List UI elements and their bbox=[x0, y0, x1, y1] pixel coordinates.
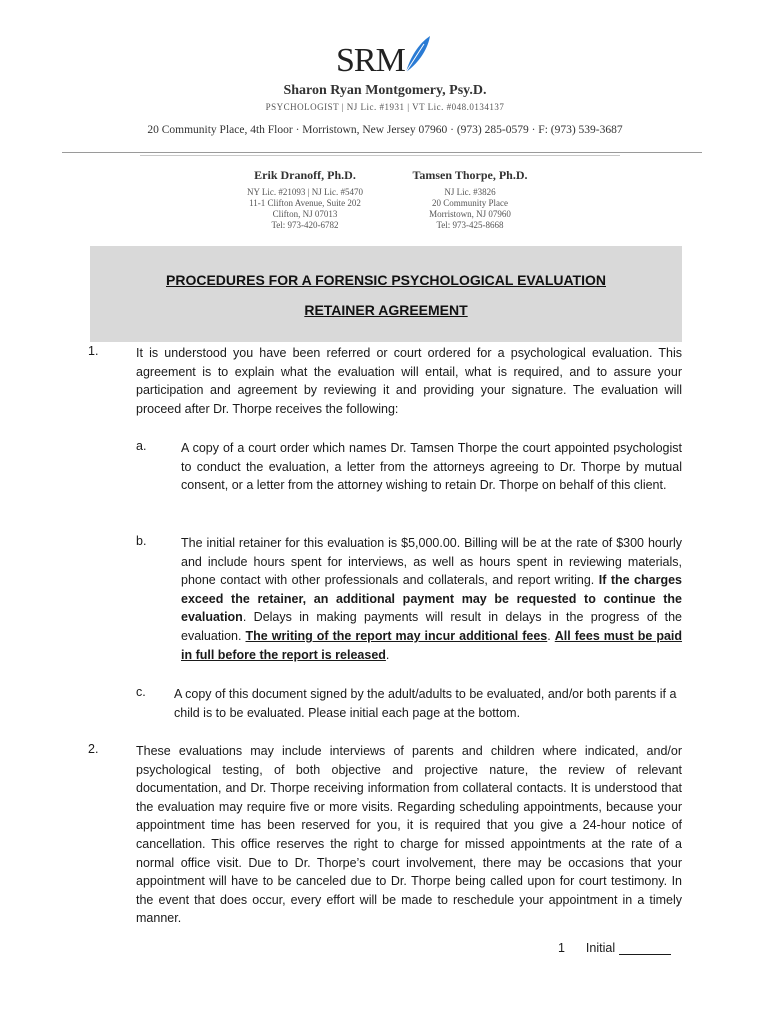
divider bbox=[62, 152, 702, 153]
item-letter: a. bbox=[136, 439, 147, 453]
initial-field[interactable] bbox=[619, 941, 671, 955]
associate-line: Tel: 973-425-8668 bbox=[436, 220, 504, 230]
feather-icon bbox=[402, 34, 432, 74]
logo-text: SRM bbox=[336, 42, 405, 79]
document-title: PROCEDURES FOR A FORENSIC PSYCHOLOGICAL EVALUATION bbox=[166, 272, 606, 288]
item-letter: c. bbox=[136, 685, 146, 699]
payment-notice: All fees must be paid in full before the report is released bbox=[181, 628, 683, 662]
section-number: 2. bbox=[88, 742, 99, 756]
associate-line: NJ Lic. #3826 bbox=[444, 187, 496, 197]
associate-dranoff bbox=[230, 168, 380, 231]
associate-line: 11-1 Clifton Avenue, Suite 202 bbox=[249, 198, 361, 208]
practitioner-license: PSYCHOLOGIST | NJ Lic. #1931 | VT Lic. #048.0134137 bbox=[265, 102, 505, 112]
period: . bbox=[385, 647, 390, 662]
document-subtitle: RETAINER AGREEMENT bbox=[304, 302, 468, 318]
section-number: 1. bbox=[88, 344, 99, 358]
letterhead bbox=[0, 0, 770, 240]
associate-name: Tamsen Thorpe, Ph.D. bbox=[412, 168, 528, 182]
practitioner-name: Sharon Ryan Montgomery, Psy.D. bbox=[283, 83, 487, 98]
separator: . bbox=[547, 628, 555, 643]
section-1-text: It is understood you have been referred or court ordered for a psychological evaluation. This agreement is to explain what the evaluation will entail, what is required, and to assure your participation and agreement by reviewing it and providing your signature. The evaluation will proceed after Dr. Thorpe receives the following: bbox=[136, 346, 682, 416]
srm-logo bbox=[336, 40, 436, 80]
item-b-text bbox=[181, 534, 682, 664]
report-fee-notice: The writing of the report may incur additional fees bbox=[245, 628, 548, 643]
associate-line: Tel: 973-420-6782 bbox=[271, 220, 339, 230]
associate-line: 20 Community Place bbox=[432, 198, 508, 208]
initial-label: Initial bbox=[585, 941, 616, 955]
divider bbox=[140, 155, 620, 156]
item-c-text: A copy of this document signed by the adult/adults to be evaluated, and/or both parents if a child is to be evaluated. Please initial each page at the bottom. bbox=[174, 687, 677, 720]
delay-text: . Delays in making payments will result in delays in the progress of the evaluation. bbox=[181, 610, 682, 643]
section-2-text: These evaluations may include interviews of parents and children where indicated, and/or psychological testing, of both objective and projective nature, the review of relevant documentation, and Dr. Thorpe receiving information from collateral contacts. It is understood that the evaluation may require five or more visits. Regarding scheduling appointments, because your appointment time has been reserved for you, it is required that you give a 24-hour notice of cancellation. This office reserves the right to charge for missed appointments at the rate of a normal office visit. Due to Dr. Thorpe’s court involvement, there may be occasions that your appointment will have to be canceled due to Dr. Thorpe being called upon for court testimony. In the event that does occur, every effort will be made to reschedule your appointment in a timely manner. bbox=[136, 744, 682, 926]
page-number: 1 bbox=[558, 941, 565, 955]
associate-name: Erik Dranoff, Ph.D. bbox=[254, 168, 356, 182]
retainer-warning: If the charges exceed the retainer, an additional payment may be requested to continue the evaluation bbox=[181, 573, 682, 625]
associate-line: Morristown, NJ 07960 bbox=[429, 209, 511, 219]
retainer-text: The initial retainer for this evaluation is $5,000.00. Billing will be at the rate of $300 hourly and include hours spent for interviews, as well as hours spent in reviewing materials, phone contact with other professionals and collaterals, and report writing. bbox=[181, 536, 682, 588]
associate-line: NY Lic. #21093 | NJ Lic. #5470 bbox=[247, 187, 363, 197]
item-a-text: A copy of a court order which names Dr. Tamsen Thorpe the court appointed psychologist to conduct the evaluation, a letter from the attorneys agreeing to Dr. Thorpe by mutual consent, or a letter from the attorney wishing to retain Dr. Thorpe on behalf of this client. bbox=[181, 441, 682, 493]
title-box bbox=[90, 246, 682, 342]
associate-line: Clifton, NJ 07013 bbox=[272, 209, 338, 219]
item-letter: b. bbox=[136, 534, 147, 548]
page-footer bbox=[558, 941, 671, 955]
associate-thorpe bbox=[395, 168, 545, 231]
office-address: 20 Community Place, 4th Floor · Morristown, New Jersey 07960 · (973) 285-0579 · F: (973) 539-3687 bbox=[147, 124, 623, 136]
